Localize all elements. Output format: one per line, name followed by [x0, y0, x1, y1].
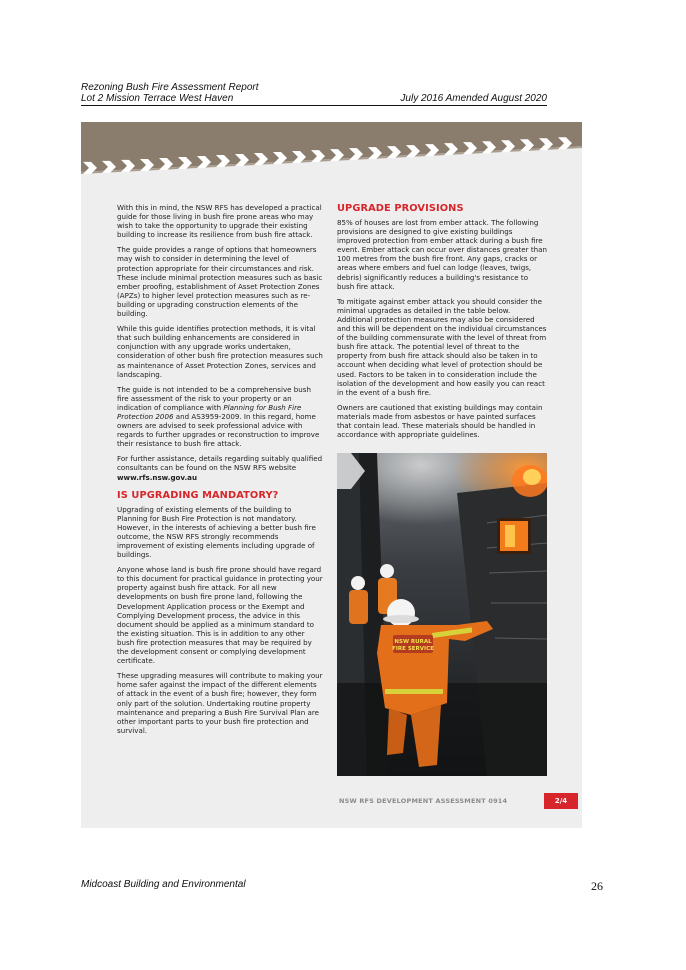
upgrading-measures-paragraph: These upgrading measures will contribute to making your home safer against the impact of the different elements of attack in the event of a bush fire; however, they form only part of the solution. Undertaking routine property maintenance and preparing a Bush Fire Survival Plan are other important parts to your bush fire protection and survival. [117, 671, 323, 735]
options-paragraph: The guide provides a range of options that homeowners may wish to consider in determining the level of protection appropriate for their circumstances and risk. These include minimal protection measures such as basic ember proofing, establishment of Asset Protection Zones (APZs) to higher level protection measures such as re-building or upgrading construction elements of the building. [117, 245, 323, 319]
report-title: Rezoning Bush Fire Assessment Report [81, 82, 259, 93]
jacket-label-line2: FIRE SERVICE [392, 646, 434, 652]
company-footer: Midcoast Building and Environmental [81, 879, 246, 890]
report-date: July 2016 Amended August 2020 [400, 93, 547, 104]
right-column [337, 203, 547, 445]
bush-fire-prone-paragraph: Anyone whose land is bush fire prone should have regard to this document for practical guidance in protecting your property against bush fire attack. For all new developments on bush fire prone land, following the Development Application process or the Exempt and Complying Development process, the advice in this document should be applied as a minimum standard to the existing situation. This is in addition to any other bush fire protection measures that may be required by the development consent or complying development certificate. [117, 565, 323, 666]
page-number: 26 [591, 879, 603, 893]
report-subheader [81, 93, 547, 106]
firefighters-photo [337, 453, 547, 776]
asbestos-caution-paragraph: Owners are cautioned that existing buildings may contain materials made from asbestos or have painted surfaces that contain lead. These materials should be handled in accordance with appropriate guidelines. [337, 402, 543, 440]
left-column [117, 203, 323, 741]
guide-disclaimer-paragraph: The guide is not intended to be a comprehensive bush fire assessment of the risk to your property or an indication of compliance with Planning for Bush Fire Protection 2006 and AS3959-2009. In this regard, home owners are advised to seek professional advice with regards to further upgrades or reconstruction to improve their resistance to bush fire attack. [117, 384, 320, 449]
mandatory-heading: IS UPGRADING MANDATORY? [117, 489, 279, 501]
chevron-banner [81, 122, 582, 188]
rfs-website-link[interactable]: www.rfs.nsw.gov.au [117, 472, 197, 482]
mitigation-paragraph: To mitigate against ember attack you should consider the minimal upgrades as detailed in the table below. Additional protection measures may also be considered and this will be dependent on the individual circumstances of the building commensurate with the level of threat from bush fire attack. The potential level of threat to the property from bush fire attack should also be taken in to account when deciding what level of protection should be used. Factors to be taken in to consideration include the isolation of the development and how easily you can react in the event of a bush fire. [337, 296, 547, 397]
rfs-footer-label: NSW RFS DEVELOPMENT ASSESSMENT 0914 [339, 797, 508, 805]
ember-attack-paragraph: 85% of houses are lost from ember attack. The following provisions are designed to give existing buildings improved protection from ember attack during a bush fire event. Ember attack can occur over distances greater than 100 metres from the bush fire front. Any gaps, cracks or areas where embers and fuel can lodge (leaves, twigs, debris) significantly reduces a building's resistance to bush fire attack. [337, 218, 547, 291]
jacket-label-line1: NSW RURAL [394, 639, 432, 645]
further-assistance-paragraph: For further assistance, details regarding suitably qualified consultants can be found on the NSW RFS website www.rfs.nsw.gov.au [117, 454, 323, 482]
intro-paragraph: With this in mind, the NSW RFS has developed a practical guide for those living in bush fire prone areas who may wish to take the opportunity to upgrade their existing building to increase its resilience from bush fire attack. [117, 203, 322, 240]
protection-methods-paragraph: While this guide identifies protection methods, it is vital that such building enhancements are considered in conjunction with any upgrade works undertaken, consideration of other bush fire protection measures such as maintenance of Asset Protection Zones, services and landscaping. [117, 324, 323, 379]
upgrade-provisions-heading: UPGRADE PROVISIONS [337, 203, 464, 214]
report-subtitle: Lot 2 Mission Terrace West Haven [81, 93, 234, 104]
rfs-brochure-page [81, 122, 582, 828]
not-mandatory-paragraph: Upgrading of existing elements of the building to Planning for Bush Fire Protection is not mandatory. However, in the interests of achieving a better bush fire outcome, the NSW RFS strongly recommends improvement of existing elements including upgrade of buildings. [117, 504, 316, 560]
brochure-page-tag: 2/4 [544, 793, 578, 809]
